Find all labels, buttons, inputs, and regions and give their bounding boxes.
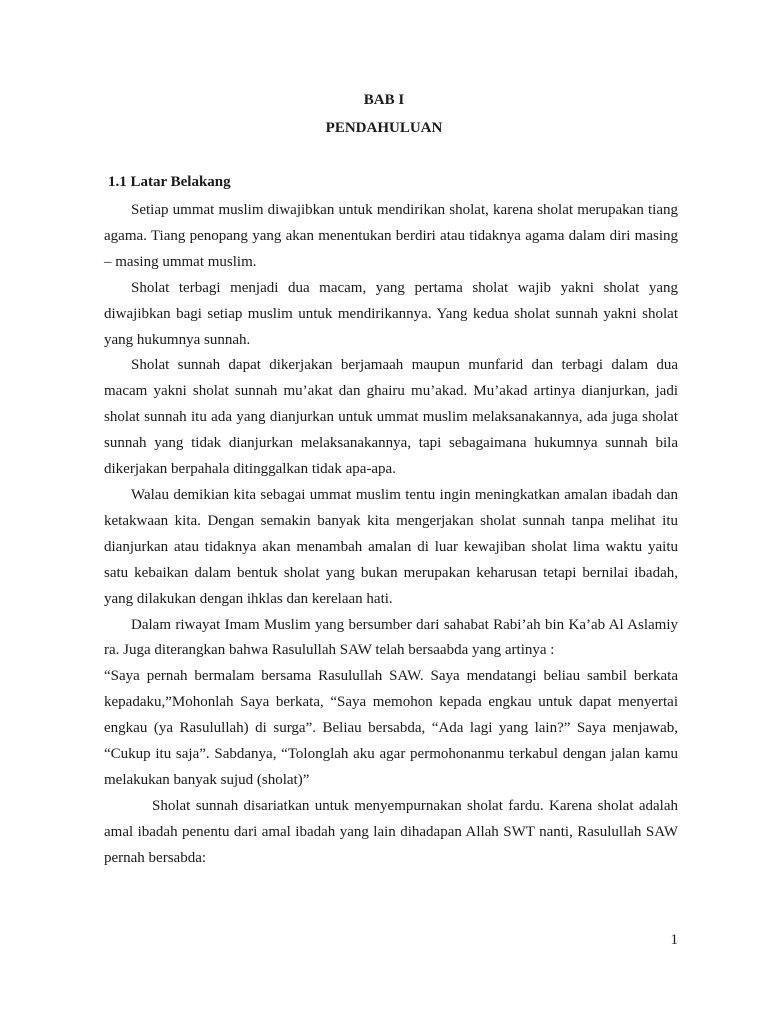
paragraph-4: Walau demikian kita sebagai ummat muslim tentu ingin meningkatkan amalan ibadah dan ketakwaan kita. Dengan semakin banyak kita mengerjakan sholat sunnah tanpa melihat itu dianjurkan atau tidaknya akan menambah amalan di luar kewajiban sholat lima waktu yaitu satu kebaikan dalam bentuk sholat yang bukan merupakan keharusan tetapi bernilai ibadah, yang dilakukan dengan ihklas dan kerelaan hati. xyxy=(104,486,678,607)
chapter-label: BAB I xyxy=(363,92,405,108)
paragraph-6: Sholat sunnah disariatkan untuk menyempurnakan sholat fardu. Karena sholat adalah amal ibadah penentu dari amal ibadah yang lain dihadapan Allah SWT nanti, Rasulullah SAW pernah bersabda: xyxy=(104,797,678,866)
page-number: 1 xyxy=(670,932,678,948)
paragraph-5: Dalam riwayat Imam Muslim yang bersumber dari sahabat Rabi’ah bin Ka’ab Al Aslamiy ra. Juga diterangkan bahwa Rasulullah SAW telah bersaabda yang artinya : xyxy=(104,616,678,659)
paragraph-3: Sholat sunnah dapat dikerjakan berjamaah maupun munfarid dan terbagi dalam dua macam yakni sholat sunnah mu’akat dan ghairu mu’akad. Mu’akad artinya dianjurkan, jadi sholat sunnah itu ada yang dianjurkan untuk ummat muslim melaksanakannya, ada juga sholat sunnah yang tidak dianjurkan melaksanakannya, tapi sebagaimana hukumnya sunnah bila dikerjakan berpahala ditinggalkan tidak apa-apa. xyxy=(104,357,678,478)
hadith-quote: “Saya pernah bermalam bersama Rasulullah SAW. Saya mendatangi beliau sambil berkata kepadaku,”Mohonlah Saya berkata, “Saya memohon kepada engkau untuk dapat menyertai engkau (ya Rasulullah) di surga”. Beliau bersabda, “Ada lagi yang lain?” Saya menjawab, “Cukup itu saja”. Sabdanya, “Tolonglah aku agar permohonanmu terkabul dengan jalan kamu melakukan banyak sujud (sholat)” xyxy=(104,668,678,788)
section-heading: 1.1 Latar Belakang xyxy=(108,174,231,190)
paragraph-2: Sholat terbagi menjadi dua macam, yang pertama sholat wajib yakni sholat yang diwajibkan bagi setiap muslim untuk mendirikannya. Yang kedua sholat sunnah yakni sholat yang hukumnya sunnah. xyxy=(104,279,678,348)
chapter-title: PENDAHULUAN xyxy=(325,120,443,136)
body-text xyxy=(104,198,678,872)
paragraph-1: Setiap ummat muslim diwajibkan untuk mendirikan sholat, karena sholat merupakan tiang agama. Tiang penopang yang akan menentukan berdiri atau tidaknya agama dalam diri masing – masing ummat muslim. xyxy=(104,202,678,270)
